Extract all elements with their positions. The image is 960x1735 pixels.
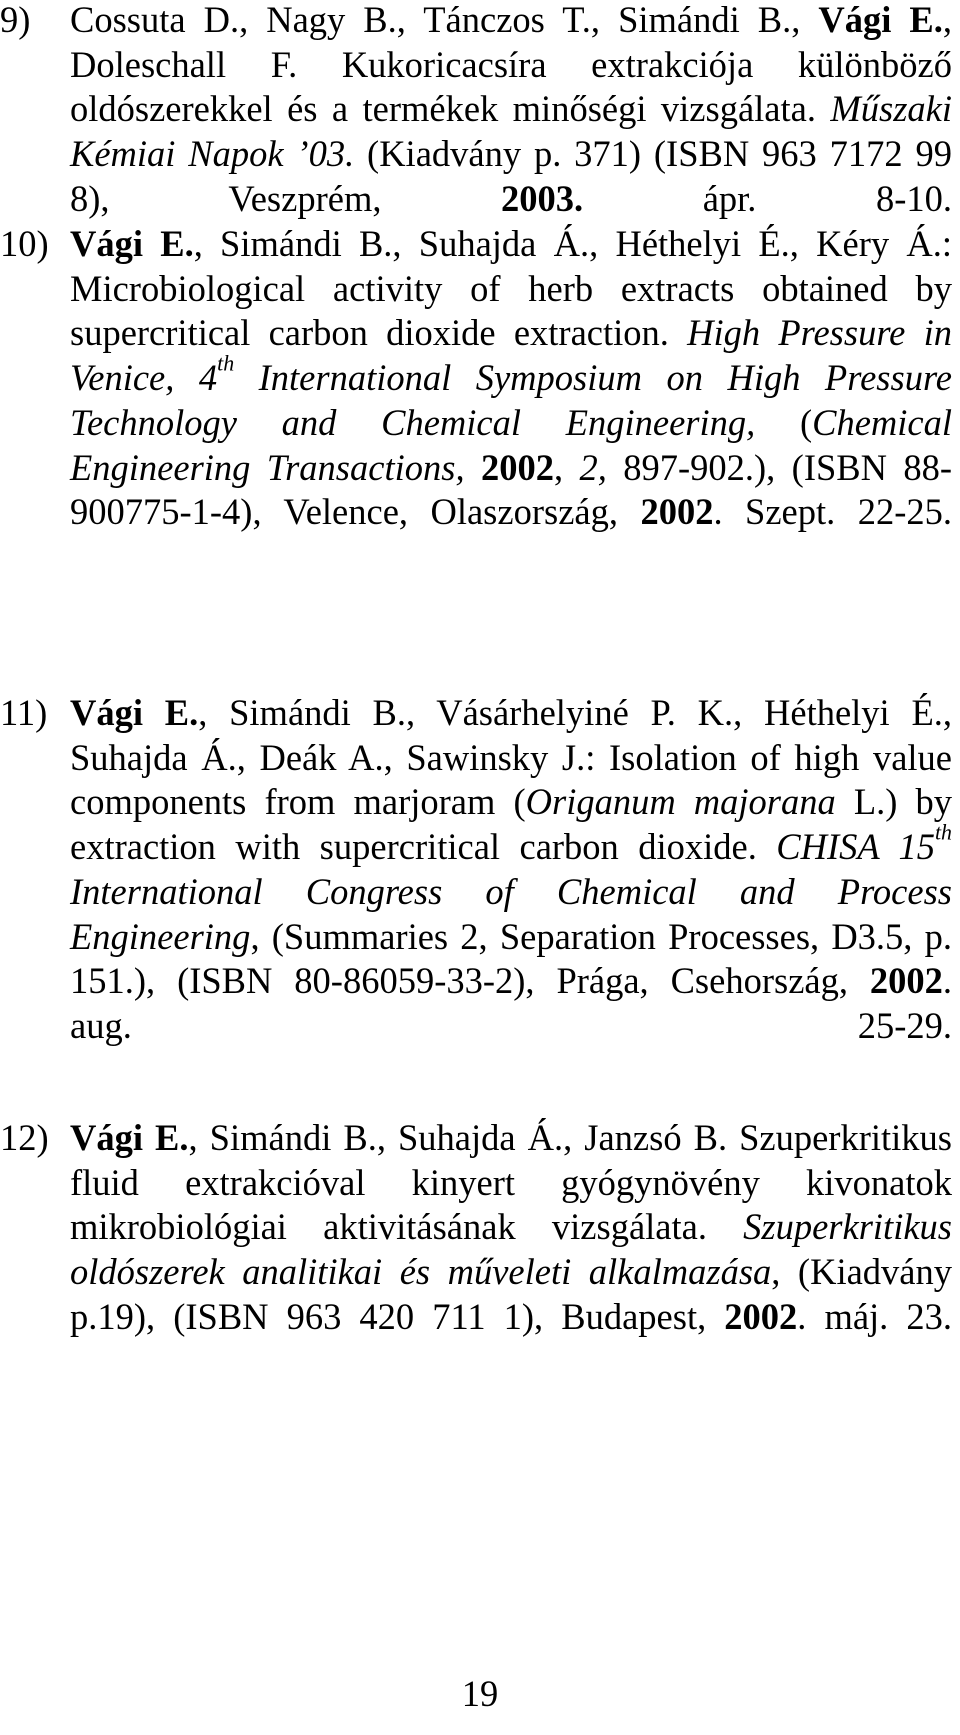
reference-year: 2002 bbox=[869, 960, 943, 1002]
reference-highlight-author: Vági E. bbox=[70, 223, 194, 264]
reference-journal: Chemical Engineering Transactions, bbox=[70, 401, 952, 488]
ordinal-superscript: th bbox=[934, 819, 952, 845]
reference-year: 2002 bbox=[724, 1295, 798, 1337]
reference-species: Origanum majorana bbox=[525, 781, 836, 823]
reference-date: . aug. 25-29. bbox=[70, 960, 952, 1046]
reference-highlight-author: Vági E. bbox=[70, 1117, 189, 1158]
reference-venue: Szuperkritikus oldószerek analitikai és műveleti alkalmazása bbox=[70, 1206, 952, 1293]
reference-details: , (Summaries 2, Separation Processes, D3.5, p. 151.), (ISBN 80-86059-33-2), Prága, Csehország, bbox=[70, 915, 952, 1002]
reference-title: , Simándi B., Vásárhelyiné P. K., Héthelyi É., Suhajda Á., Deák A., Sawinsky J.: Isolation of high value components from marjoram ( bbox=[70, 692, 952, 823]
reference-year: 2002 bbox=[480, 446, 554, 488]
reference-date: ápr. 8-10. bbox=[583, 177, 952, 219]
reference-punctuation: , bbox=[553, 446, 580, 488]
reference-highlight-author: Vági E. bbox=[818, 0, 943, 40]
reference-details: (Kiadvány p. 371) (ISBN 963 7172 99 8), Veszprém, bbox=[70, 133, 952, 219]
reference-details: 897-902.), (ISBN 88-900775-1-4), Velence, Olaszország, bbox=[70, 446, 953, 533]
reference-title: , Simándi B., Suhajda Á., Janzsó B. Szuperkritikus fluid extrakcióval kinyert gyógynövény kivonatok mikrobiológiai aktivitásának vizsgálata. bbox=[70, 1117, 952, 1248]
reference-11 bbox=[0, 691, 952, 1093]
reference-text bbox=[70, 691, 952, 1093]
reference-title-continued: L.) by extraction with supercritical carbon dioxide. bbox=[70, 781, 952, 868]
reference-authors: Cossuta D., Nagy B., Tánczos T., Simándi B., bbox=[70, 0, 819, 40]
reference-text bbox=[70, 222, 952, 580]
reference-volume: 2, bbox=[579, 446, 607, 488]
reference-venue: High Pressure in Venice, 4 bbox=[70, 312, 952, 399]
reference-punctuation: ( bbox=[755, 401, 813, 443]
reference-number: 12) bbox=[0, 1117, 49, 1158]
reference-highlight-author: Vági E. bbox=[70, 692, 199, 733]
reference-text bbox=[70, 1116, 952, 1384]
reference-number: 9) bbox=[0, 0, 31, 40]
reference-venue: Műszaki Kémiai Napok ’03. bbox=[70, 88, 952, 175]
reference-title: , Doleschall F. Kukoricacsíra extrakciója különböző oldószerekkel és a termékek minőségi vizsgálata. bbox=[70, 0, 952, 130]
reference-year: 2003. bbox=[501, 177, 584, 219]
reference-details: , (Kiadvány p.19), (ISBN 963 420 711 1), Budapest, bbox=[70, 1251, 952, 1337]
reference-year: 2002 bbox=[640, 491, 714, 533]
reference-date: . máj. 23. bbox=[797, 1295, 952, 1337]
ordinal-superscript: th bbox=[217, 350, 235, 376]
reference-number: 11) bbox=[0, 692, 48, 733]
reference-venue: CHISA 15 bbox=[776, 826, 935, 868]
page-number: 19 bbox=[461, 1673, 499, 1714]
reference-venue-continued: International Symposium on High Pressure Technology and Chemical Engineering, bbox=[70, 357, 952, 443]
reference-venue-continued: International Congress of Chemical and Process Engineering bbox=[70, 870, 952, 957]
reference-10 bbox=[0, 222, 952, 580]
reference-date: . Szept. 22-25. bbox=[713, 491, 952, 533]
reference-space bbox=[465, 447, 481, 488]
reference-number: 10) bbox=[0, 223, 49, 264]
reference-12 bbox=[0, 1116, 952, 1384]
reference-title: , Simándi B., Suhajda Á., Héthelyi É., Kéry Á.: Microbiological activity of herb extracts obtained by supercritical carbon dioxide extraction. bbox=[70, 223, 952, 354]
